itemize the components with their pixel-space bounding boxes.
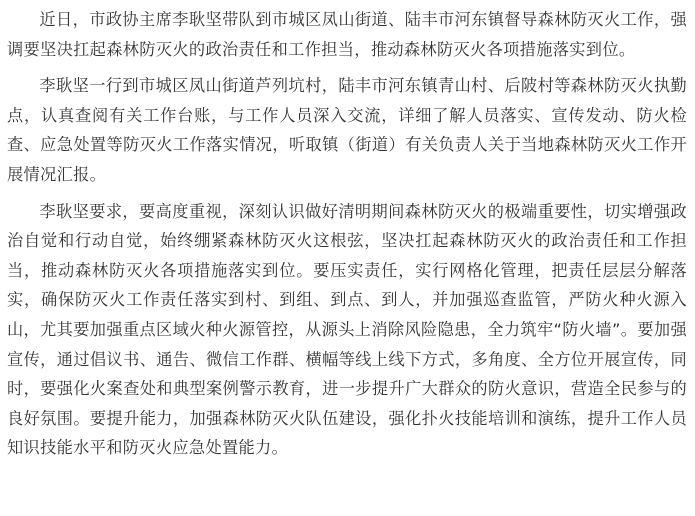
paragraph-1: 近日，市政协主席李耿坚带队到市城区凤山街道、陆丰市河东镇督导森林防灭火工作，强调要坚决扛起森林防灭火的政治责任和工作担当，推动森林防灭火各项措施落实到位。 bbox=[7, 10, 687, 59]
paragraph-2: 李耿坚一行到市城区凤山街道芦列坑村，陆丰市河东镇青山村、后陂村等森林防灭火执勤点，认真查阅有关工作台账，与工作人员深入交流，详细了解人员落实、宣传发动、防火检查、应急处置等防灭火工作落实情况，听取镇（街道）有关负责人关于当地森林防灭火工作开展情况汇报。 bbox=[7, 76, 687, 184]
paragraph-3: 李耿坚要求，要高度重视，深刻认识做好清明期间森林防灭火的极端重要性，切实增强政治自觉和行动自觉，始终绷紧森林防灭火这根弦，坚决扛起森林防灭火的政治责任和工作担当，推动森林防灭火各项措施落实到位。要压实责任，实行网格化管理，把责任层层分解落实，确保防灭火工作责任落实到村、到组、到点、到人，并加强巡查监管，严防火种火源入山，尤其要加强重点区域火种火源管控，从源头上消除风险隐患，全力筑牢“防火墙”。要加强宣传，通过倡议书、通告、微信工作群、横幅等线上线下方式，多角度、全方位开展宣传，同时，要强化火案查处和典型案例警示教育，进一步提升广大群众的防火意识，营造全民参与的良好氛围。要提升能力，加强森林防灭火队伍建设，强化扑火技能培训和演练，提升工作人员知识技能水平和防灭火应急处置能力。 bbox=[7, 201, 687, 458]
article-body bbox=[7, 5, 687, 463]
